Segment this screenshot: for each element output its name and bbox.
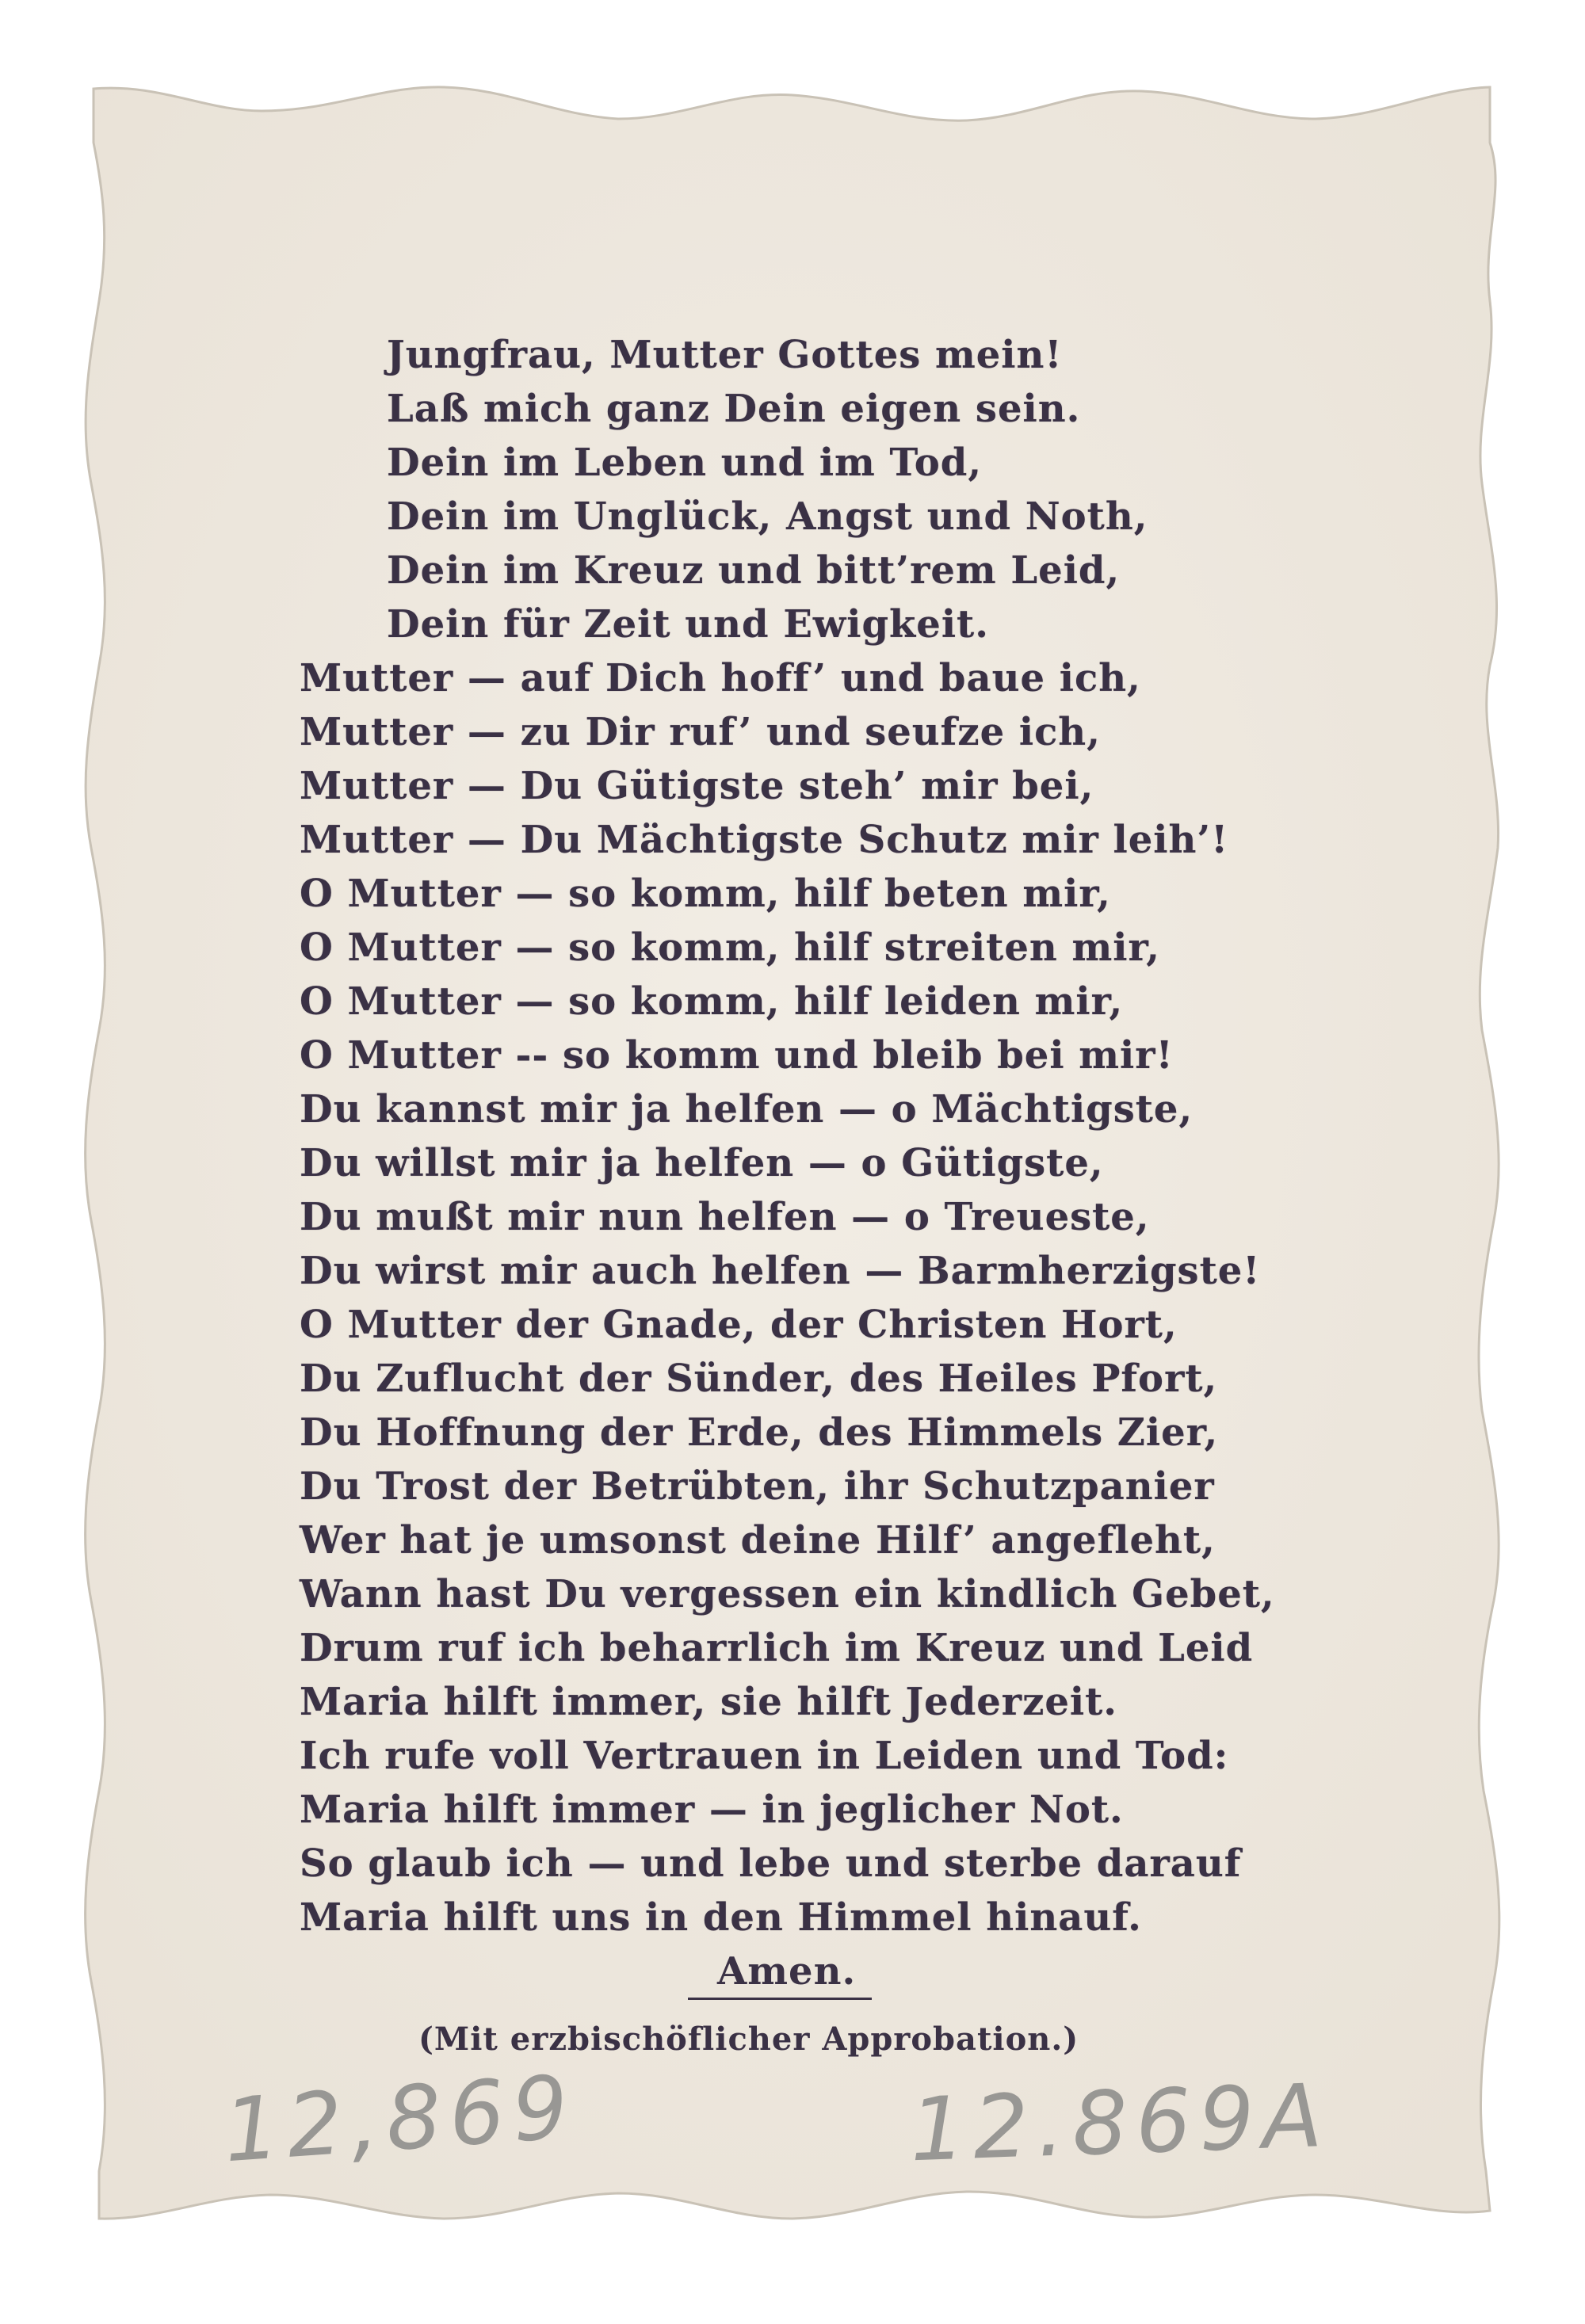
prayer-line: Laß mich ganz Dein eigen sein. — [387, 387, 1081, 431]
prayer-line: Dein im Leben und im Tod, — [387, 441, 983, 485]
prayer-line: Mutter — Du Mächtigste Schutz mir leih’! — [300, 818, 1229, 862]
prayer-line: O Mutter — so komm, hilf leiden mir, — [300, 979, 1124, 1024]
prayer-line: Mutter — zu Dir ruf’ und seufze ich, — [300, 710, 1101, 754]
amen-underline — [688, 1998, 872, 2000]
prayer-line: Maria hilft immer — in jeglicher Not. — [300, 1788, 1124, 1832]
prayer-line: Ich rufe voll Vertrauen in Leiden und Tod: — [300, 1734, 1229, 1778]
prayer-line: Wann hast Du vergessen ein kindlich Gebet, — [300, 1572, 1275, 1616]
inventory-number-right: 12.869A — [907, 2064, 1332, 2181]
prayer-line: Maria hilft immer, sie hilft Jederzeit. — [300, 1680, 1117, 1724]
prayer-line: Du Zuflucht der Sünder, des Heiles Pfort, — [300, 1357, 1218, 1401]
prayer-line: O Mutter — so komm, hilf streiten mir, — [300, 925, 1161, 970]
prayer-line: Maria hilft uns in den Himmel hinauf. — [300, 1895, 1142, 1940]
prayer-line: O Mutter — so komm, hilf beten mir, — [300, 872, 1111, 916]
amen-text: Amen. — [717, 1949, 857, 1994]
prayer-line: Du wirst mir auch helfen — Barmherzigste! — [300, 1249, 1261, 1293]
prayer-line: Dein im Kreuz und bitt’rem Leid, — [387, 548, 1121, 593]
prayer-line: Drum ruf ich beharrlich im Kreuz und Leid — [300, 1626, 1254, 1670]
prayer-line: Dein für Zeit und Ewigkeit. — [387, 602, 989, 647]
prayer-line: O Mutter der Gnade, der Christen Hort, — [300, 1303, 1178, 1347]
prayer-line: Jungfrau, Mutter Gottes mein! — [387, 333, 1063, 377]
prayer-line: So glaub ich — und lebe und sterbe darauf — [300, 1841, 1242, 1886]
inventory-number-left: 12,869 — [220, 2055, 579, 2182]
prayer-line: Mutter — Du Gütigste steh’ mir bei, — [300, 764, 1094, 808]
prayer-line: Wer hat je umsonst deine Hilf’ angefleht, — [300, 1518, 1216, 1563]
approbation-note: (Mit erzbischöflicher Approbation.) — [418, 2021, 1079, 2058]
prayer-line: Du mußt mir nun helfen — o Treueste, — [300, 1195, 1150, 1239]
prayer-line: Mutter — auf Dich hoff’ und baue ich, — [300, 656, 1141, 700]
prayer-line: Du Trost der Betrübten, ihr Schutzpanier — [300, 1464, 1215, 1509]
prayer-line: Du Hoffnung der Erde, des Himmels Zier, — [300, 1410, 1219, 1455]
prayer-line: Du willst mir ja helfen — o Gütigste, — [300, 1141, 1104, 1185]
prayer-line: Du kannst mir ja helfen — o Mächtigste, — [300, 1087, 1194, 1131]
prayer-line: O Mutter -- so komm und bleib bei mir! — [300, 1033, 1174, 1078]
prayer-line: Dein im Unglück, Angst und Noth, — [387, 494, 1148, 539]
